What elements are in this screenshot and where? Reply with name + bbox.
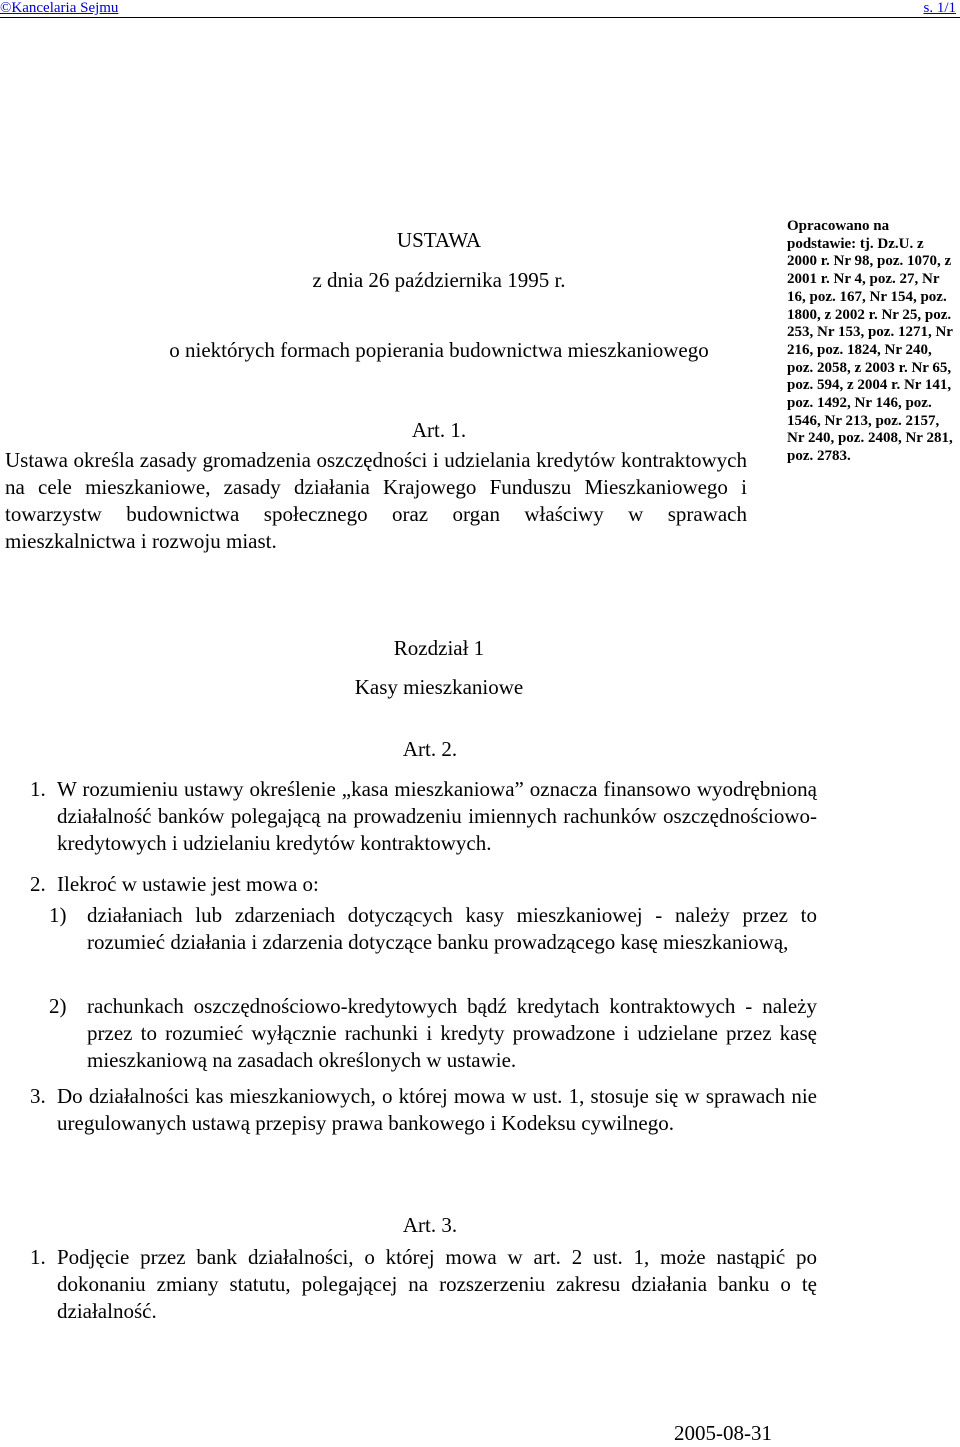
article-2-point-1 (45, 902, 817, 956)
article-1-heading: Art. 1. (411, 418, 467, 442)
article-3-heading: Art. 3. (402, 1213, 458, 1237)
article-3-paragraph-1 (15, 1244, 817, 1325)
paragraph-number: 1. (30, 1245, 46, 1269)
chapter-label: Rozdział 1 (393, 636, 485, 660)
point-number: 2) (49, 994, 67, 1018)
point-number: 1) (49, 903, 67, 927)
point-text: działaniach lub zdarzeniach dotyczących kasy mieszkaniowej - należy przez to rozumieć działania i zdarzenia dotyczące banku prowadzącego kasę mieszkaniową, (87, 903, 817, 954)
paragraph-number: 3. (30, 1084, 46, 1108)
publisher-link[interactable]: ©Kancelaria Sejmu (0, 0, 119, 16)
page-header (0, 0, 960, 16)
paragraph-text: Do działalności kas mieszkaniowych, o której mowa w ust. 1, stosuje się w sprawach nie uregulowanych ustawą przepisy prawa bankowego i Kodeksu cywilnego. (57, 1084, 817, 1135)
page-number-link[interactable]: s. 1/1 (923, 0, 956, 16)
document-date: z dnia 26 października 1995 r. (312, 268, 566, 292)
article-2-paragraph-3 (15, 1083, 817, 1137)
article-2-heading: Art. 2. (402, 737, 458, 761)
footer-date: 2005-08-31 (674, 1421, 772, 1445)
article-2-paragraph-1 (15, 776, 817, 857)
paragraph-text: Ilekroć w ustawie jest mowa o: (57, 872, 319, 896)
paragraph-number: 2. (30, 872, 46, 896)
paragraph-number: 1. (30, 777, 46, 801)
paragraph-text: Podjęcie przez bank działalności, o której mowa w art. 2 ust. 1, może nastąpić po dokonaniu zmiany statutu, polegającej na rozszerzeniu zakresu działania banku o tę działalność. (57, 1245, 817, 1323)
paragraph-text: W rozumieniu ustawy określenie „kasa mieszkaniowa” oznacza finansowo wyodrębnioną działalność banków polegającą na prowadzeniu imiennych rachunków oszczędnościowo-kredytowych i udzielaniu kredytów kontraktowych. (57, 777, 817, 855)
article-2-paragraph-2 (15, 871, 817, 898)
point-text: rachunkach oszczędnościowo-kredytowych bądź kredytach kontraktowych - należy przez to rozumieć wyłącznie rachunki i kredyty prowadzone i udzielane przez kasę mieszkaniową na zasadach określonych w ustawie. (87, 994, 817, 1072)
chapter-title: Kasy mieszkaniowe (354, 675, 524, 699)
document-subject: o niektórych formach popierania budownictwa mieszkaniowego (169, 338, 709, 362)
document-type: USTAWA (396, 228, 482, 252)
article-1-text: Ustawa określa zasady gromadzenia oszczędności i udzielania kredytów kontraktowych na cele mieszkaniowe, zasady działania Krajowego Funduszu Mieszkaniowego i towarzystw budownictwa społecznego oraz organ właściwy w sprawach mieszkalnictwa i rozwoju miast. (5, 448, 747, 553)
header-divider (0, 17, 960, 18)
source-note: Opracowano na podstawie: tj. Dz.U. z 2000 r. Nr 98, poz. 1070, z 2001 r. Nr 4, poz. 27, Nr 16, poz. 167, Nr 154, poz. 1800, z 2002 r. Nr 25, poz. 253, Nr 153, poz. 1271, Nr 216, poz. 1824, Nr 240, poz. 2058, z 2003 r. Nr 65, poz. 594, z 2004 r. Nr 141, poz. 1492, Nr 146, poz. 1546, Nr 213, poz. 2157, Nr 240, poz. 2408, Nr 281, poz. 2783. (787, 218, 953, 465)
article-2-point-2 (45, 993, 817, 1074)
